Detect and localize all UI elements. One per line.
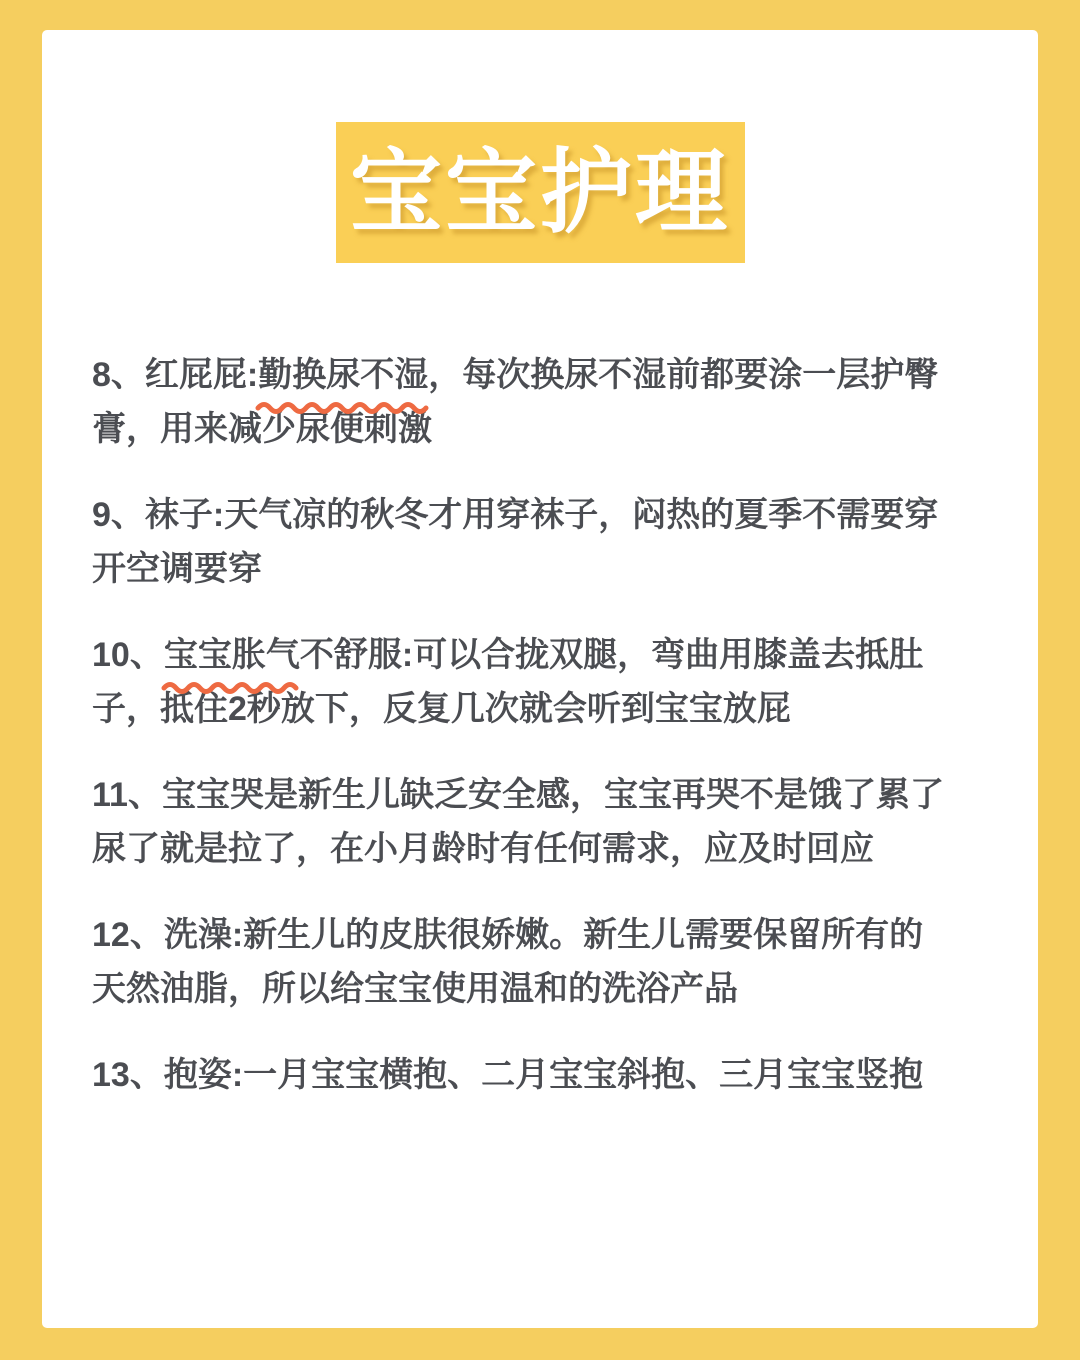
content-card — [42, 30, 1038, 1328]
tip-item — [92, 908, 956, 1016]
tip-text-segment: 洗澡:新生儿的皮肤很娇嫩。新生儿需要保留所有的天然油脂，所以给宝宝使用温和的洗浴产品 — [92, 916, 924, 1008]
tip-text-highlighted: 宝宝胀气 — [164, 628, 300, 682]
title-banner — [336, 122, 745, 263]
tip-number: 10、 — [92, 636, 164, 674]
tip-text-segment: 袜子:天气凉的秋冬才用穿袜子，闷热的夏季不需要穿开空调要穿 — [92, 496, 939, 588]
tips-list — [42, 348, 1038, 1102]
tip-item — [92, 348, 956, 456]
tip-item — [92, 628, 956, 736]
tip-text-highlighted: 勤换尿不湿 — [258, 348, 428, 402]
tip-number: 8、 — [92, 356, 145, 394]
tip-number: 13、 — [92, 1056, 164, 1094]
tip-number: 12、 — [92, 916, 164, 954]
tip-number: 11、 — [92, 776, 162, 814]
tip-item — [92, 488, 956, 596]
page-title: 宝宝护理 — [349, 141, 730, 244]
tip-text-segment: ，每次换尿不湿前都要涂一层护臀膏，用来减少尿便刺激 — [92, 356, 939, 448]
tip-text-segment: 不舒服:可以合拢双腿，弯曲用膝盖去抵肚子，抵住2秒放下，反复几次就会听到宝宝放屁 — [92, 636, 924, 728]
tip-item — [92, 1048, 956, 1102]
tip-number: 9、 — [92, 496, 145, 534]
tip-text-segment: 宝宝哭是新生儿缺乏安全感，宝宝再哭不是饿了累了尿了就是拉了，在小月龄时有任何需求，应及时回应 — [92, 776, 944, 868]
tip-text-segment: 抱姿:一月宝宝横抱、二月宝宝斜抱、三月宝宝竖抱 — [163, 1056, 924, 1094]
tip-item — [92, 768, 956, 876]
tip-text-segment: 红屁屁: — [144, 356, 259, 394]
